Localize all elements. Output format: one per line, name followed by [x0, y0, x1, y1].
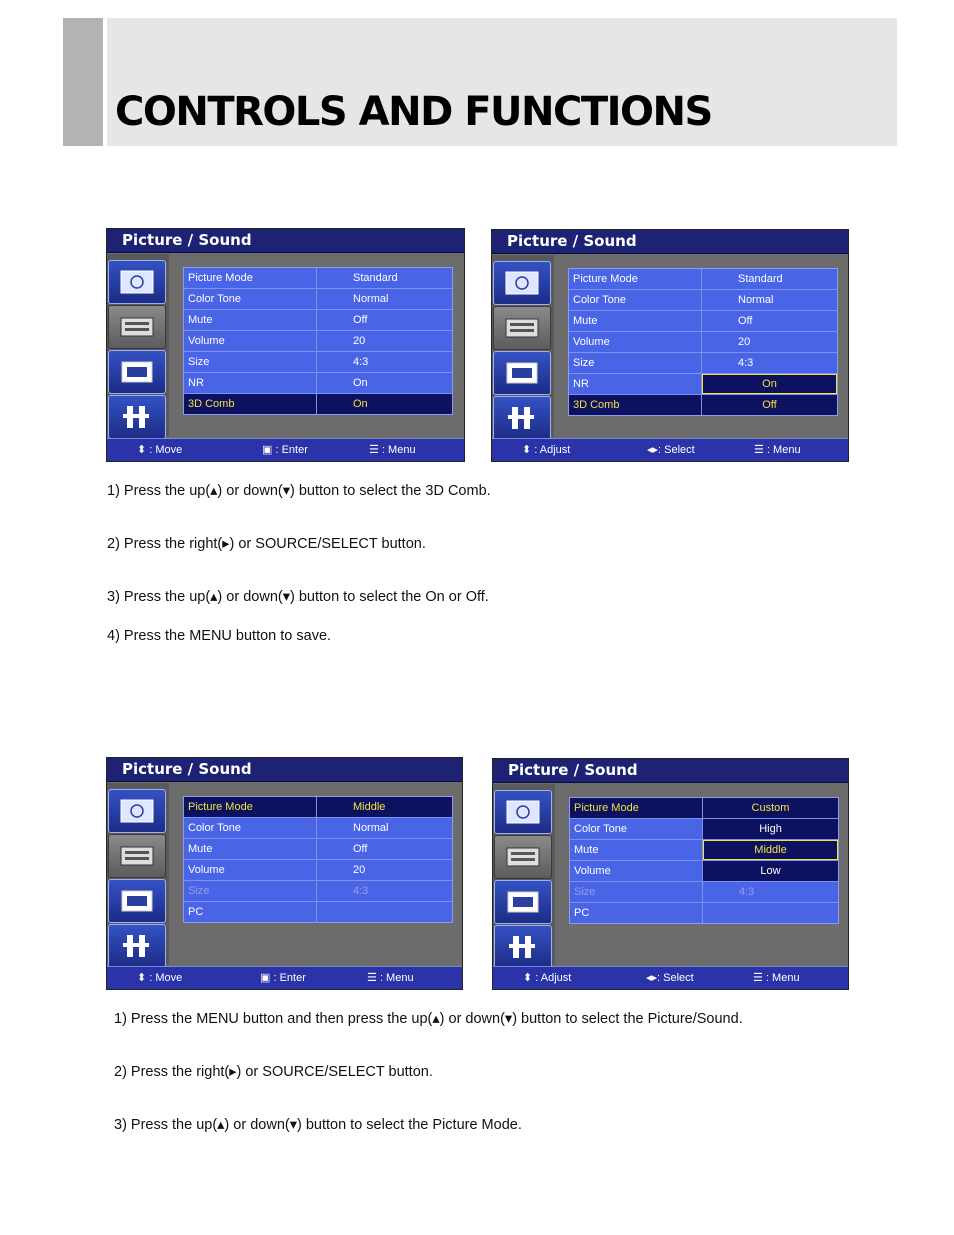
menu-row[interactable]: Color Tone Normal — [184, 818, 452, 839]
menu-icon: ☰ — [754, 444, 764, 456]
menu-icon: ☰ — [367, 972, 377, 984]
menu-row-selected[interactable]: Picture Mode Middle — [184, 797, 452, 818]
osd-title: Picture / Sound — [107, 229, 464, 253]
up-down-icon: ⬍ — [137, 444, 147, 456]
up-down-icon: ⬍ — [137, 972, 147, 984]
osd-footer: ⬍ : Move ▣ : Enter ☰ : Menu — [107, 438, 464, 461]
osd-title: Picture / Sound — [107, 758, 462, 782]
page-title: CONTROLS AND FUNCTIONS — [115, 89, 712, 135]
menu-row[interactable]: Size 4:3 — [569, 353, 837, 374]
osd-screen-1 — [106, 228, 465, 462]
osd-screen-3 — [106, 757, 463, 990]
option-low: Low — [703, 861, 838, 881]
osd-footer: ⬍ : Adjust ◂▸: Select ☰ : Menu — [492, 438, 848, 461]
menu-icon: ☰ — [369, 444, 379, 456]
osd-footer: ⬍ : Adjust ◂▸: Select ☰ : Menu — [493, 966, 848, 989]
osd-sidebar — [107, 783, 169, 965]
instruction-step: 2) Press the right(▸) or SOURCE/SELECT button. — [114, 1064, 433, 1080]
osd-menu-table — [183, 267, 453, 415]
enter-icon: ▣ — [262, 444, 273, 456]
picture-menu-icon[interactable] — [494, 790, 552, 834]
osd-title: Picture / Sound — [493, 759, 848, 783]
picture-menu-icon[interactable] — [493, 261, 551, 305]
osd-menu-table — [569, 797, 839, 924]
menu-row[interactable]: Color Tone High — [570, 819, 838, 840]
tools-menu-icon[interactable] — [493, 396, 551, 440]
menu-row[interactable]: Color Tone Normal — [569, 290, 837, 311]
option-high: High — [703, 819, 838, 839]
sound-menu-icon[interactable] — [108, 834, 166, 878]
osd-menu-table — [183, 796, 453, 923]
screen-menu-icon[interactable] — [494, 880, 552, 924]
instruction-step: 4) Press the MENU button to save. — [107, 628, 332, 644]
osd-screen-4 — [492, 758, 849, 990]
up-down-icon: ⬍ — [523, 972, 533, 984]
tools-menu-icon[interactable] — [494, 925, 552, 969]
osd-menu-table — [568, 268, 838, 416]
instruction-step: 3) Press the up(▴) or down(▾) button to select the On or Off. — [107, 589, 489, 605]
osd-screen-2 — [491, 229, 849, 462]
sound-menu-icon[interactable] — [108, 305, 166, 349]
instruction-step: 2) Press the right(▸) or SOURCE/SELECT button. — [107, 536, 426, 552]
up-down-icon: ⬍ — [522, 444, 532, 456]
menu-row[interactable]: PC — [184, 902, 452, 922]
menu-row[interactable]: NR On — [184, 373, 452, 394]
menu-row[interactable]: Mute Off — [184, 839, 452, 860]
menu-row[interactable]: PC — [570, 903, 838, 923]
option-on-selected: On — [702, 374, 837, 394]
osd-sidebar — [493, 784, 555, 965]
left-right-icon: ◂▸ — [647, 444, 659, 456]
menu-row[interactable]: Volume 20 — [184, 331, 452, 352]
menu-row-selected[interactable]: Picture Mode Custom — [570, 798, 838, 819]
picture-menu-icon[interactable] — [108, 789, 166, 833]
header-accent-bar — [63, 18, 103, 146]
left-right-icon: ◂▸ — [646, 972, 658, 984]
menu-row[interactable]: Volume 20 — [184, 860, 452, 881]
tools-menu-icon[interactable] — [108, 395, 166, 439]
menu-row[interactable]: Mute Off — [184, 310, 452, 331]
menu-icon: ☰ — [753, 972, 763, 984]
menu-row-selected[interactable]: 3D Comb On — [184, 394, 452, 414]
osd-sidebar — [492, 255, 554, 437]
instruction-step: 1) Press the up(▴) or down(▾) button to select the 3D Comb. — [107, 483, 491, 499]
screen-menu-icon[interactable] — [108, 350, 166, 394]
osd-footer: ⬍ : Move ▣ : Enter ☰ : Menu — [107, 966, 462, 989]
instruction-step: 1) Press the MENU button and then press the up(▴) or down(▾) button to select the Picture/Sound. — [114, 1011, 743, 1027]
menu-row-disabled: Size 4:3 — [570, 882, 838, 903]
instruction-step: 3) Press the up(▴) or down(▾) button to select the Picture Mode. — [114, 1117, 522, 1133]
menu-row[interactable]: Mute Off — [569, 311, 837, 332]
screen-menu-icon[interactable] — [108, 879, 166, 923]
sound-menu-icon[interactable] — [494, 835, 552, 879]
sound-menu-icon[interactable] — [493, 306, 551, 350]
menu-row[interactable]: NR On — [569, 374, 837, 395]
screen-menu-icon[interactable] — [493, 351, 551, 395]
menu-row[interactable]: Color Tone Normal — [184, 289, 452, 310]
tools-menu-icon[interactable] — [108, 924, 166, 968]
menu-row[interactable]: Size 4:3 — [184, 352, 452, 373]
picture-menu-icon[interactable] — [108, 260, 166, 304]
menu-row[interactable]: Mute Middle — [570, 840, 838, 861]
option-middle-selected: Middle — [703, 840, 838, 860]
menu-row[interactable]: Picture Mode Standard — [569, 269, 837, 290]
menu-row[interactable]: Volume Low — [570, 861, 838, 882]
menu-row[interactable]: Picture Mode Standard — [184, 268, 452, 289]
menu-row[interactable]: Volume 20 — [569, 332, 837, 353]
menu-row-selected[interactable]: 3D Comb Off — [569, 395, 837, 415]
osd-title: Picture / Sound — [492, 230, 848, 254]
osd-sidebar — [107, 254, 169, 437]
menu-row-disabled: Size 4:3 — [184, 881, 452, 902]
enter-icon: ▣ — [260, 972, 271, 984]
